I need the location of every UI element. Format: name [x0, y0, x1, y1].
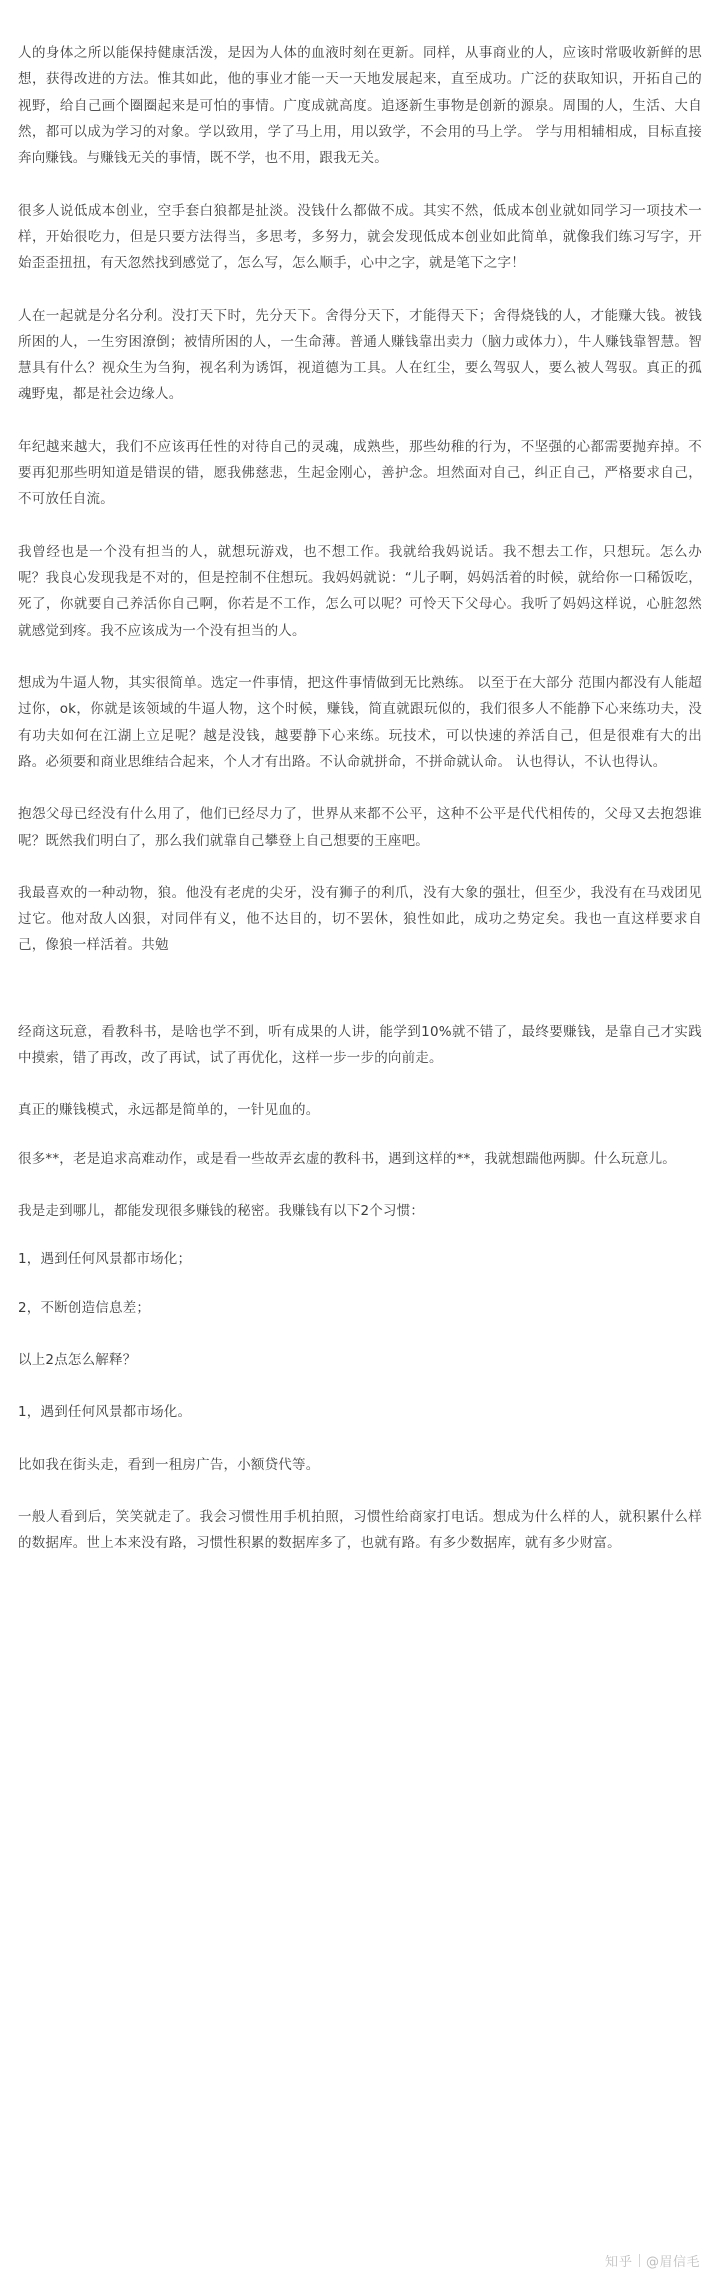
paragraph: 真正的赚钱模式，永远都是简单的，一针见血的。: [18, 1102, 320, 1119]
paragraph: 人在一起就是分名分利。没打天下时，先分天下。舍得分天下，才能得天下；舍得烧钱的人，才能赚大钱。被钱所困的人，一生穷困潦倒；被情所困的人，一生命薄。普通人赚钱靠出卖力（脑力或体力），牛人赚钱靠智慧。智慧具有什么？视众生为刍狗，视名利为诱饵，视道德为工具。人在红尘，要么驾驭人，要么被人驾驭。真正的孤魂野鬼，都是社会边缘人。: [18, 307, 702, 403]
paragraph: 1，遇到任何风景都市场化。: [18, 1404, 192, 1421]
paragraph: 经商这玩意，看教科书，是啥也学不到，听有成果的人讲，能学到10%就不错了，最终要赚钱，是靠自己才实践中摸索，错了再改，改了再试，试了再优化，这样一步一步的向前走。: [18, 1023, 702, 1067]
paragraph: 想成为牛逼人物，其实很简单。选定一件事情，把这件事情做到无比熟练。 以至于在大部分 范围内都没有人能超过你，ok，你就是该领域的牛逼人物，这个时候，赚钱，简直就跟玩似的，我们很多人不能静下心来练功夫，没有功夫如何在江湖上立足呢？越是没钱，越要静下心来练。玩技术，可以快速的养活自己，但是很难有大的出路。必须要和商业思维结合起来，个人才有出路。不认命就拼命，不拼命就认命。 认也得认，不认也得认。: [18, 674, 702, 770]
watermark-separator: [639, 2254, 640, 2267]
paragraph: 年纪越来越大，我们不应该再任性的对待自己的灵魂，成熟些，那些幼稚的行为，不坚强的心都需要抛弃掉。不要再犯那些明知道是错误的错，愿我佛慈悲，生起金刚心，善护念。坦然面对自己，纠正自己，严格要求自己，不可放任自流。: [18, 438, 702, 508]
paragraph: 比如我在街头走，看到一租房广告，小额贷代等。: [18, 1456, 320, 1473]
paragraph: 以上2点怎么解释？: [18, 1351, 137, 1368]
paragraph: 很多**，老是追求高难动作，或是看一些故弄玄虚的教科书，遇到这样的**，我就想踹他两脚。什么玩意儿。: [18, 1150, 676, 1167]
paragraph: 1，遇到任何风景都市场化；: [18, 1251, 192, 1268]
paragraph: 人的身体之所以能保持健康活泼，是因为人体的血液时刻在更新。同样，从事商业的人，应该时常吸收新鲜的思想，获得改进的方法。惟其如此，他的事业才能一天一天地发展起来，直至成功。广泛的获取知识，开拓自己的视野，给自己画个圈圈起来是可怕的事情。广度成就高度。追逐新生事物是创新的源泉。周围的人，生活、大自然，都可以成为学习的对象。学以致用，学了马上用，用以致学，不会用的马上学。 学与用相辅相成，目标直接奔向赚钱。与赚钱无关的事情，既不学，也不用，跟我无关。: [18, 45, 702, 167]
paragraph: 抱怨父母已经没有什么用了，他们已经尽力了，世界从来都不公平，这种不公平是代代相传的，父母又去抱怨谁呢？既然我们明白了，那么我们就靠自己攀登上自己想要的王座吧。: [18, 806, 702, 849]
paragraph: 一般人看到后，笑笑就走了。我会习惯性用手机拍照，习惯性给商家打电话。想成为什么样的人，就积累什么样的数据库。世上本来没有路，习惯性积累的数据库多了，也就有路。有多少数据库，就有多少财富。: [18, 1508, 702, 1552]
watermark-username: @眉信毛: [645, 2255, 700, 2270]
paragraph: 我曾经也是一个没有担当的人，就想玩游戏，也不想工作。我就给我妈说话。我不想去工作，只想玩。怎么办呢？我良心发现我是不对的，但是控制不住想玩。我妈妈就说：“儿子啊，妈妈活着的时候，就给你一口稀饭吃，死了，你就要自己养活你自己啊，你若是不工作，怎么可以呢？可怜天下父母心。我听了妈妈这样说，心脏忽然就感觉到疼。我不应该成为一个没有担当的人。: [18, 543, 702, 639]
paragraph: 我最喜欢的一种动物，狼。他没有老虎的尖牙，没有狮子的利爪，没有大象的强壮，但至少，我没有在马戏团见过它。他对敌人凶狠，对同伴有义，他不达目的，切不罢休，狼性如此，成功之势定矣。我也一直这样要求自己，像狼一样活着。共勉: [18, 884, 702, 954]
paragraph: 2，不断创造信息差；: [18, 1299, 151, 1316]
section-divider-space: [18, 985, 702, 1019]
paragraph: 很多人说低成本创业，空手套白狼都是扯淡。没钱什么都做不成。其实不然，低成本创业就如同学习一项技术一样，开始很吃力，但是只要方法得当，多思考，多努力，就会发现低成本创业如此简单，就像我们练习写字，开始歪歪扭扭，有天忽然找到感觉了，怎么写，怎么顺手，心中之字，就是笔下之字！: [18, 202, 702, 272]
zhihu-logo: 知乎: [604, 2255, 633, 2270]
paragraph: 我是走到哪儿，都能发现很多赚钱的秘密。我赚钱有以下2个习惯：: [18, 1203, 425, 1219]
watermark: [605, 2251, 700, 2270]
